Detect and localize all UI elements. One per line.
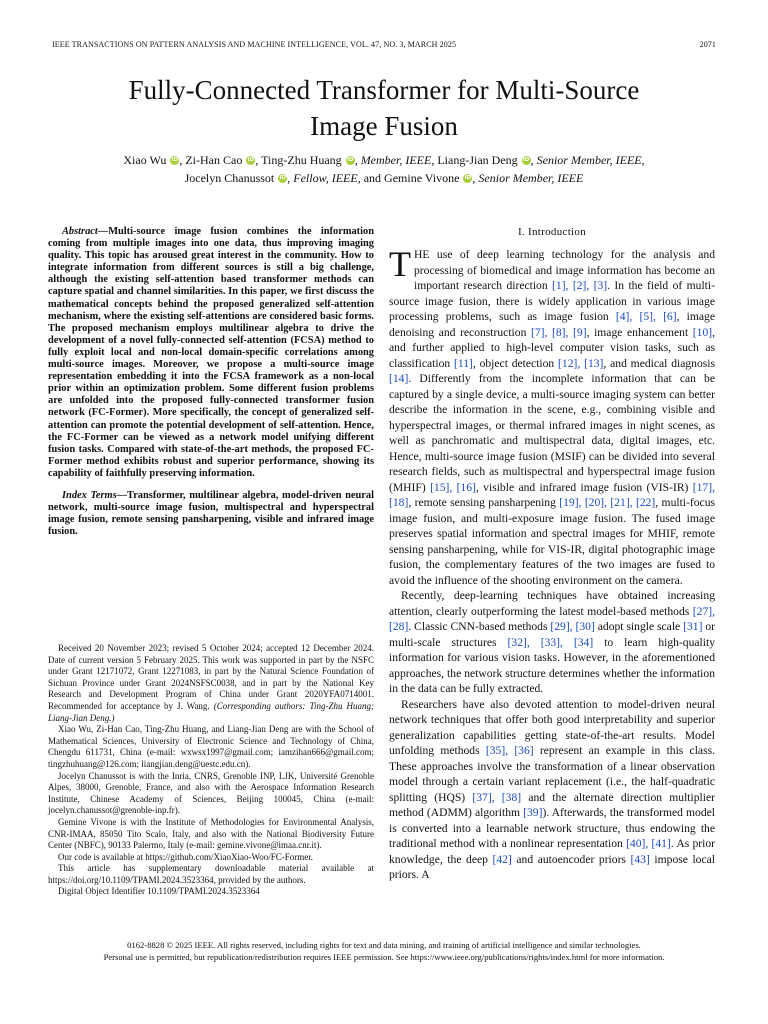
citation-link[interactable]: [1], [2], [3] [552, 279, 608, 292]
text-run: , visible and infrared image fusion (VIS-IR) [475, 480, 693, 494]
author-name: Xiao Wu [123, 153, 167, 167]
copyright-notice [0, 939, 768, 963]
text-run: to learn high-quality information for various vision tasks. However, in the aforementioned approaches, the network structure determines whether the information in the data can be fully extracted. [389, 635, 715, 695]
copyright-line-2[interactable]: Personal use is permitted, but republication/redistribution requires IEEE permission. See https://www.ieee.org/publications/rights/index.html for more information. [103, 952, 665, 962]
footnote-supplementary[interactable]: This article has supplementary downloadable material available at https://doi.org/10.1109/TPAMI.2024.3523364, provided by the authors. [48, 863, 374, 885]
orcid-icon[interactable]: iD [346, 157, 354, 163]
orcid-icon[interactable]: iD [464, 174, 472, 181]
right-column [389, 226, 715, 883]
text-run: and autoencoder priors [511, 852, 631, 866]
citation-link[interactable]: [37], [38] [472, 790, 522, 804]
abstract [48, 226, 374, 480]
author-name: Zi-Han Cao [185, 153, 243, 167]
text-run: represent an example in this class. These approaches involve the transformation of a linear observation model through a certain variant replacement (i.e., the half-quadratic splitting (HQS) [389, 744, 715, 804]
text-run: ). Afterwards, the transformed model is converted into a learnable network structure, thus endowing the traditional method with a nonlinear representation [389, 806, 715, 850]
orcid-icon[interactable]: iD [247, 157, 255, 163]
author-name: Jocelyn Chanussot [184, 170, 275, 185]
citation-link[interactable]: [35], [36] [485, 744, 534, 757]
citation-link[interactable]: [15], [16] [430, 480, 476, 494]
text-run: , multi-focus image fusion, and multi-exposure image fusion. The fused image preserves spatial information and spectral images for MHIF, remote sensing pansharpening, while for VIS-IR, digital photographic image fusion, the complementary features of the two images are fused to avoid the influence of the shooting environment on the camera. [389, 496, 716, 587]
author-line-2: Jocelyn Chanussot iD, Fellow, IEEE, and Gemine Vivone iD, Senior Member, IEEE [184, 170, 584, 185]
text-run: and the alternate direction multiplier method (ADMM) algorithm [389, 790, 715, 819]
intro-paragraph-2 [389, 588, 715, 697]
text-run: . In the field of multi-source image fusion, there is widely application in various image processing problems, such as image fusion [389, 279, 715, 323]
citation-link[interactable]: [4], [5], [6] [615, 310, 677, 323]
text-run: HE use of deep learning technology for the analysis and processing of biomedical and image information has become an important research direction [414, 248, 715, 292]
drop-cap: T [389, 244, 411, 284]
text-run: Recently, deep-learning techniques have obtained increasing attention, clearly outperforming the latest model-based methods [389, 589, 715, 618]
title-line-2: Image Fusion [310, 111, 458, 141]
section-heading: I. Introduction [517, 226, 587, 238]
page-number: 2071 [699, 40, 716, 49]
text-run: , image enhancement [586, 325, 693, 339]
text-run: , and further applied to high-level computer vision tasks, such as classification [389, 325, 716, 370]
author-name: Ting-Zhu Huang [261, 153, 342, 167]
author-role: Member, IEEE [360, 153, 432, 167]
running-header [52, 40, 716, 49]
author-role: Senior Member, IEEE [536, 153, 642, 167]
text-run: , and medical diagnosis [603, 356, 715, 370]
orcid-icon[interactable]: iD [279, 174, 286, 181]
footnote-code[interactable]: Our code is available at https://github.com/XiaoXiao-Woo/FC-Former. [58, 851, 313, 862]
text-run: . As prior knowledge, the deep [389, 837, 715, 866]
citation-link[interactable]: [14] [389, 372, 409, 385]
abstract-label: Abstract [62, 226, 98, 237]
footnote-affiliation-1: Xiao Wu, Zi-Han Cao, Ting-Zhu Huang, and Liang-Jian Deng are with the School of Mathematical Sciences, University of Electronic Science and Technology of China, Chengdu 611731, China (e-mail: wxwsx1997@gmail.com; iamzihan666@gmail.com; tingzhuhuang@126.com; liangjian.deng@uestc.edu.cn). [48, 724, 374, 769]
title-line-1: Fully-Connected Transformer for Multi-Source [128, 75, 640, 105]
orcid-icon[interactable]: iD [522, 157, 530, 163]
left-column [48, 226, 374, 538]
citation-link[interactable]: [42] [492, 852, 512, 866]
paper-title [40, 72, 728, 144]
abstract-text: —Multi-source image fusion combines the information coming from multiple images into one data, thus improving imaging quality. This topic has aroused great interest in the community. How to integrate information from different sources is still a big challenge, although the existing self-attention based transformer methods can capture spatial and channel similarities. In this paper, we first discuss the mathematical concepts behind the proposed generalized self-attention mechanism, where the existing self-attentions are considered basic forms. The proposed mechanism employs multilinear algebra to drive the development of a novel fully-connected self-attention (FCSA) method to fully exploit local and non-local domain-specific correlations among multi-source images. Moreover, we propose a multi-source image representation embedding it into the FCSA framework as a non-local prior within an optimization problem. Some different fusion problems are unfolded into the proposed fully-connected transformer fusion network (FC-Former). More specifically, the concept of generalized self-attention can promote the potential development of self-attention. Hence, the FC-Former can be viewed as a network model unifying different fusion tasks. Compared with state-of-the-art methods, the proposed FC-Former method exhibits robust and superior performance, showing its capability of faithfully preserving information. [48, 226, 374, 479]
index-terms-label: Index Terms [62, 489, 117, 501]
author-role: Fellow, IEEE [293, 170, 358, 185]
text-run: Researchers have also devoted attention to model-driven neural network techniques that offer both good interpretability and superior generalization capabilities getting state-of-the-art results. Model unfolding methods [389, 697, 715, 757]
text-run: , image denoising and reconstruction [389, 310, 715, 339]
journal-header: IEEE TRANSACTIONS ON PATTERN ANALYSIS AND MACHINE INTELLIGENCE, VOL. 47, NO. 3, MARCH 2025 [52, 40, 457, 49]
text-run: , object detection [472, 356, 559, 370]
index-terms [48, 490, 374, 538]
footnote-doi: Digital Object Identifier 10.1109/TPAMI.2024.3523364 [58, 886, 260, 897]
author-list [60, 152, 708, 187]
footnote-block [48, 643, 374, 898]
citation-link[interactable]: [7], [8], [9] [530, 325, 587, 339]
intro-paragraph-1 [389, 244, 716, 588]
citation-link[interactable]: [39] [523, 806, 543, 819]
author-name: Liang-Jian Deng [437, 153, 518, 167]
citation-link[interactable]: [17], [18] [389, 480, 715, 509]
citation-link[interactable]: [11] [453, 356, 473, 370]
text-run: adopt single scale [594, 620, 684, 633]
author-role: Senior Member, IEEE [478, 170, 584, 185]
text-run: . Classic CNN-based methods [408, 620, 551, 633]
text-run: or multi-scale structures [389, 620, 716, 649]
author-conjunction: , and [357, 170, 382, 185]
copyright-line-1: 0162-8828 © 2025 IEEE. All rights reserved, including rights for text and data mining, and training of artificial intelligence and similar technologies. [127, 940, 641, 950]
citation-link[interactable]: [10] [692, 325, 713, 339]
citation-link[interactable]: [43] [630, 852, 650, 866]
citation-link[interactable]: [32], [33], [34] [507, 635, 594, 649]
citation-link[interactable]: [40], [41] [626, 837, 671, 850]
footnote-affiliation-3: Gemine Vivone is with the Institute of Methodologies for Environmental Analysis, CNR-IMAA, 85050 Tito Scalo, Italy, and also with the National Biodiversity Future Center (NBFC), 90133 Palermo, Italy (e-mail: gemine.vivone@imaa.cnr.it). [48, 816, 374, 851]
citation-link[interactable]: [12], [13] [558, 356, 604, 370]
author-line-1: Xiao Wu iD, Zi-Han Cao iD, Ting-Zhu Huang iD, Member, IEEE, Liang-Jian Deng iD, Senior Member, IEEE, [123, 153, 645, 167]
text-run: . Differently from the incomplete information that can be captured by a single device, a multi-source imaging system can better describe the information in the scene, e.g., combining visible and hyperspectral images, or thermal infrared images in night scenes, as well as panchromatic and multispectral data, digital images, etc. Hence, multi-source image fusion (MSIF) can be divided into several research fields, such as multispectral and hyperspectral image fusion (MHIF) [389, 372, 715, 494]
text-run: impose local priors. A [389, 852, 715, 881]
footnote-text: Received 20 November 2023; revised 5 October 2024; accepted 12 December 2024. Date of current version 5 February 2025. This work was supported in part by the NSFC under Grant 12171072, Grant 12271083, in part by the Natural Science Foundation of Sichuan Province under Grant 2024NSFSC0038, and in part by the National Key Research and Development Program of China under Grant 2020YFA0714001. Recommended for acceptance by J. Wang. [48, 643, 374, 711]
text-run: , remote sensing pansharpening [408, 496, 560, 509]
author-name: Gemine Vivone [384, 170, 460, 185]
citation-link[interactable]: [31] [683, 620, 703, 633]
citation-link[interactable]: [27], [28] [389, 604, 715, 633]
footnote-received [48, 643, 374, 724]
index-terms-text: —Transformer, multilinear algebra, model-driven neural network, multi-source image fusion, multispectral and hyperspectral image fusion, remote sensing pansharpening, visible and infrared image fusion. [48, 489, 374, 538]
citation-link[interactable]: [29], [30] [550, 620, 595, 633]
intro-paragraph-3 [389, 697, 715, 883]
footnote-affiliation-2: Jocelyn Chanussot is with the Inria, CNRS, Grenoble INP, LJK, Université Grenoble Alpes, 38000, Grenoble, France, and also with the Aerospace Information Research Institute, Chinese Academy of Sciences, Beijing 100045, China (e-mail: jocelyn.chanussot@grenoble-inp.fr). [48, 770, 374, 816]
corresponding-authors: (Corresponding authors: Ting-Zhu Huang; Liang-Jian Deng.) [48, 700, 374, 723]
orcid-icon[interactable]: iD [171, 157, 179, 163]
citation-link[interactable]: [19], [20], [21], [22] [559, 496, 656, 509]
